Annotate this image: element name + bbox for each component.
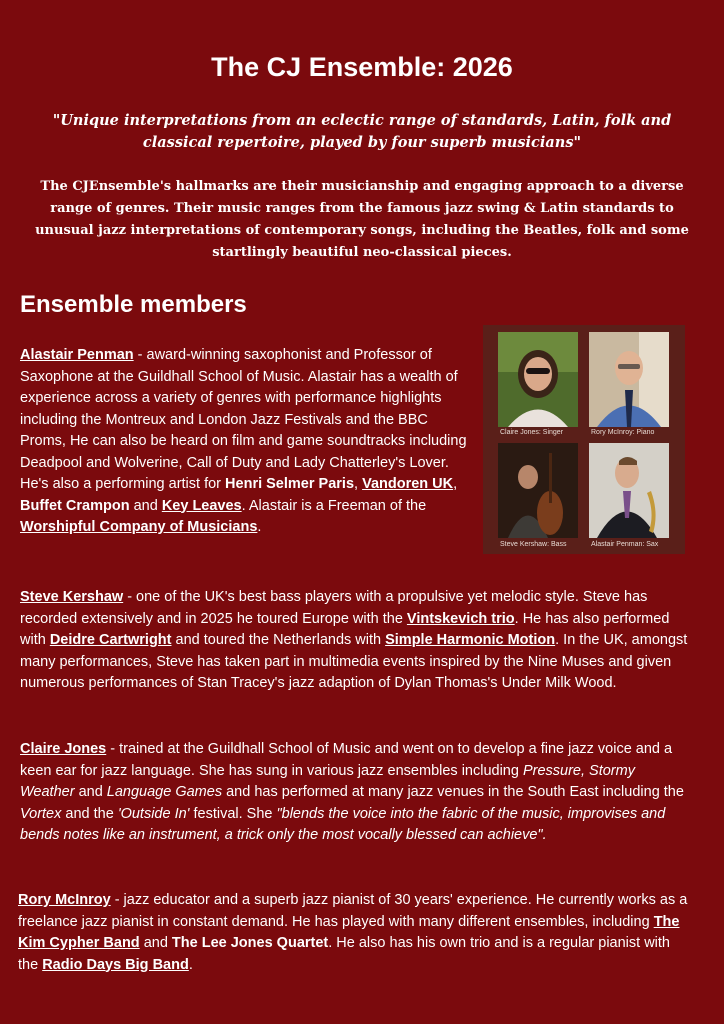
henri-selmer-text: Henri Selmer Paris (225, 476, 355, 492)
alastair-bio: Alastair Penman - award-winning saxophonist and Professor of Saxophone at the Guildhall School of Music. Alastair has a wealth of experience across a variety of genres with performance highlights including the Montreux and London Jazz Festivals and the BBC Proms, He can also be heard on film and game soundtracks including Deadpool and Wolverine, Call of Duty and Lady Chatterley's Lover. He's also a performing artist for Henri Selmer Paris, Vandoren UK, Buffet Crampon and Key Leaves. Alastair is a Freeman of the Worshipful Company of Musicians. (20, 347, 467, 535)
photo-caption-rory: Rory McInroy: Piano (591, 429, 655, 436)
intro-paragraph: The CJEnsemble's hallmarks are their musicianship and engaging approach to a diverse range of genres. Their music ranges from the famous jazz swing & Latin standards to unusual jazz interpretations of contemporary songs, including the Beatles, folk and some startlingly beautiful neo-classical pieces. (35, 179, 689, 260)
kim-cypher-band-link[interactable]: The Kim Cypher Band (18, 913, 680, 951)
worshipful-company-link[interactable]: Worshipful Company of Musicians (20, 519, 258, 535)
alastair-penman-link[interactable]: Alastair Penman (20, 347, 134, 363)
claire-jones-photo (498, 332, 578, 427)
claire-quote: "blends the voice into the fabric of the music, improvises and bends notes like an instrument, a trick only the most vocally blessed can achieve". (20, 805, 666, 843)
buffet-crampon-text: Buffet Crampon (20, 497, 130, 514)
vandoren-link[interactable]: Vandoren UK (362, 476, 454, 492)
radio-days-big-band-link[interactable]: Radio Days Big Band (42, 956, 189, 973)
key-leaves-link[interactable]: Key Leaves (161, 497, 242, 514)
steve-bio: Steve Kershaw - one of the UK's best bass players with a propulsive yet melodic style. Steve has recorded extensively and in 2025 he toured Europe with the Vintskevich trio. He has also performed with Deidre Cartwright and toured the Netherlands with Simple Harmonic Motion. In the UK, amongst many performances, Steve has taken part in multimedia events inspired by the Nine Muses and given numerous performances of Stan Tracey's jazz adaption of Dylan Thomas's Under Milk Wood. (20, 589, 688, 691)
steve-kershaw-link[interactable]: Steve Kershaw (20, 589, 124, 605)
claire-jones-link[interactable]: Claire Jones (20, 741, 107, 757)
simple-harmonic-motion-link[interactable]: Simple Harmonic Motion (385, 632, 556, 648)
rory-mcinroy-photo (589, 332, 669, 427)
page-title: The CJ Ensemble: 2026 (211, 52, 513, 82)
tagline: "Unique interpretations from an eclectic range of standards, Latin, folk and classical repertoire, played by four superb musicians" (52, 112, 672, 151)
claire-bio: Claire Jones - trained at the Guildhall School of Music and went on to develop a fine jazz voice and a keen ear for jazz language. She has sung in various jazz ensembles including Pressure, Stormy Weather and Language Games and has performed at many jazz venues in the South East including the Vortex and the 'Outside In' festival. She "blends the voice into the fabric of the music, improvises and bends notes like an instrument, a trick only the most vocally blessed can achieve". (20, 741, 684, 843)
rory-bio: Rory McInroy - jazz educator and a superb jazz pianist of 30 years' experience. He currently works as a freelance jazz pianist in constant demand. He has played with many different ensembles, including The Kim Cypher Band and The Lee Jones Quartet. He also has his own trio and is a regular pianist with the Radio Days Big Band. (18, 892, 688, 973)
photo-caption-steve: Steve Kershaw: Bass (500, 541, 567, 548)
steve-kershaw-photo (498, 443, 578, 538)
members-photo-panel (483, 325, 685, 554)
photo-caption-claire: Claire Jones: Singer (500, 429, 564, 436)
alastair-penman-photo (589, 443, 669, 538)
photo-caption-alastair: Alastair Penman: Sax (591, 541, 659, 548)
deidre-cartwright-link[interactable]: Deidre Cartwright (49, 632, 172, 648)
rory-mcinroy-link[interactable]: Rory McInroy (18, 892, 111, 908)
lee-jones-quartet-text: The Lee Jones Quartet (171, 935, 329, 951)
section-title: Ensemble members (20, 291, 247, 318)
vintskevich-trio-link[interactable]: Vintskevich trio (406, 610, 515, 627)
